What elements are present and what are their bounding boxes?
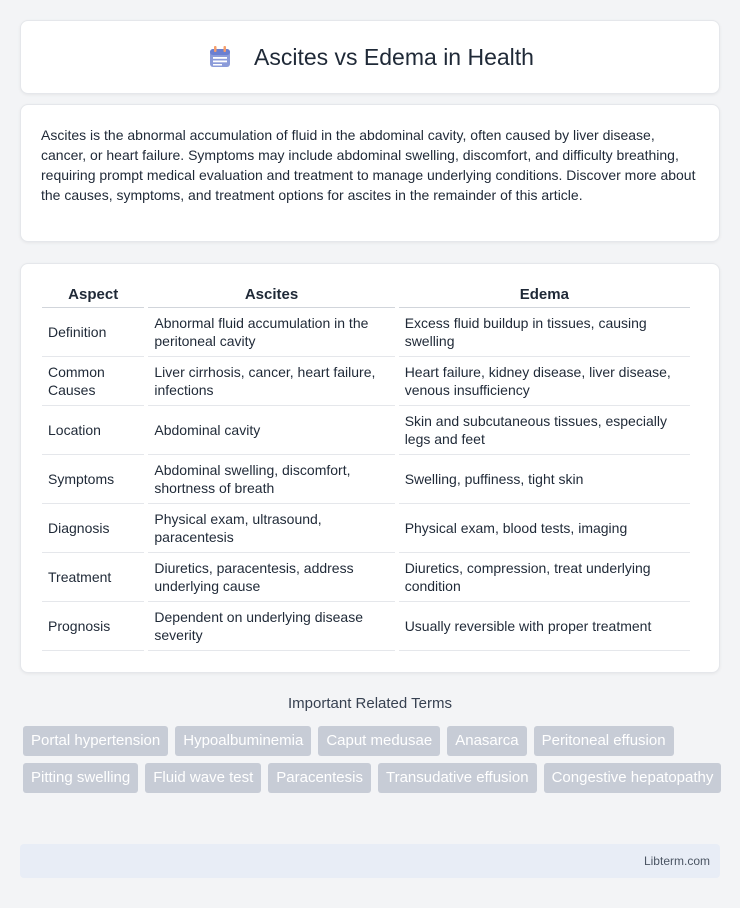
related-term-tag[interactable]: Transudative effusion: [378, 763, 537, 793]
related-term-tag[interactable]: Pitting swelling: [23, 763, 138, 793]
related-term-tag[interactable]: Congestive hepatopathy: [544, 763, 722, 793]
table-cell-edema: Swelling, puffiness, tight skin: [399, 455, 690, 504]
table-cell-aspect: Prognosis: [42, 602, 144, 651]
table-cell-edema: Diuretics, compression, treat underlying condition: [399, 553, 690, 602]
table-cell-aspect: Common Causes: [42, 357, 144, 406]
page-title: Ascites vs Edema in Health: [254, 43, 534, 70]
footer-site-link[interactable]: Libterm.com: [643, 854, 710, 868]
header-card: [20, 20, 720, 94]
table-cell-ascites: Dependent on underlying disease severity: [148, 602, 394, 651]
title-row: [206, 43, 534, 71]
related-term-tag[interactable]: Portal hypertension: [23, 726, 168, 756]
table-cell-ascites: Physical exam, ultrasound, paracentesis: [148, 504, 394, 553]
footer: [20, 844, 720, 878]
table-cell-ascites: Diuretics, paracentesis, address underlying cause: [148, 553, 394, 602]
related-term-tag[interactable]: Paracentesis: [268, 763, 371, 793]
table-cell-ascites: Liver cirrhosis, cancer, heart failure, infections: [148, 357, 394, 406]
column-header-ascites: Ascites: [148, 284, 394, 308]
table-cell-aspect: Location: [42, 406, 144, 455]
table-cell-aspect: Diagnosis: [42, 504, 144, 553]
table-row: [42, 308, 690, 357]
table-cell-edema: Physical exam, blood tests, imaging: [399, 504, 690, 553]
related-terms-list: [23, 726, 723, 793]
table-cell-ascites: Abnormal fluid accumulation in the peritoneal cavity: [148, 308, 394, 357]
table-cell-edema: Usually reversible with proper treatment: [399, 602, 690, 651]
table-cell-ascites: Abdominal swelling, discomfort, shortness of breath: [148, 455, 394, 504]
table-cell-edema: Excess fluid buildup in tissues, causing swelling: [399, 308, 690, 357]
related-term-tag[interactable]: Caput medusae: [318, 726, 440, 756]
related-term-tag[interactable]: Fluid wave test: [145, 763, 261, 793]
table-cell-ascites: Abdominal cavity: [148, 406, 394, 455]
table-row: [42, 602, 690, 651]
intro-card: [20, 104, 720, 242]
column-header-edema: Edema: [399, 284, 690, 308]
calendar-icon: [206, 43, 234, 71]
table-cell-edema: Heart failure, kidney disease, liver disease, venous insufficiency: [399, 357, 690, 406]
related-term-tag[interactable]: Hypoalbuminemia: [175, 726, 311, 756]
table-cell-aspect: Definition: [42, 308, 144, 357]
related-term-tag[interactable]: Anasarca: [447, 726, 526, 756]
table-row: [42, 406, 690, 455]
table-row: [42, 553, 690, 602]
comparison-table-card: [20, 263, 720, 673]
column-header-aspect: Aspect: [42, 284, 144, 308]
table-cell-edema: Skin and subcutaneous tissues, especially legs and feet: [399, 406, 690, 455]
intro-text: Ascites is the abnormal accumulation of fluid in the abdominal cavity, often caused by liver disease, cancer, or heart failure. Symptoms may include abdominal swelling, discomfort, and difficulty breathing, requiring prompt medical evaluation and treatment to manage underlying conditions. Discover more about the causes, symptoms, and treatment options for ascites in the remainder of this article.: [41, 127, 696, 203]
table-cell-aspect: Symptoms: [42, 455, 144, 504]
comparison-table: [38, 284, 694, 651]
table-row: [42, 504, 690, 553]
related-term-tag[interactable]: Peritoneal effusion: [534, 726, 674, 756]
table-header-row: [42, 284, 690, 308]
table-cell-aspect: Treatment: [42, 553, 144, 602]
table-row: [42, 357, 690, 406]
table-row: [42, 455, 690, 504]
related-terms-title: Important Related Terms: [288, 695, 452, 712]
